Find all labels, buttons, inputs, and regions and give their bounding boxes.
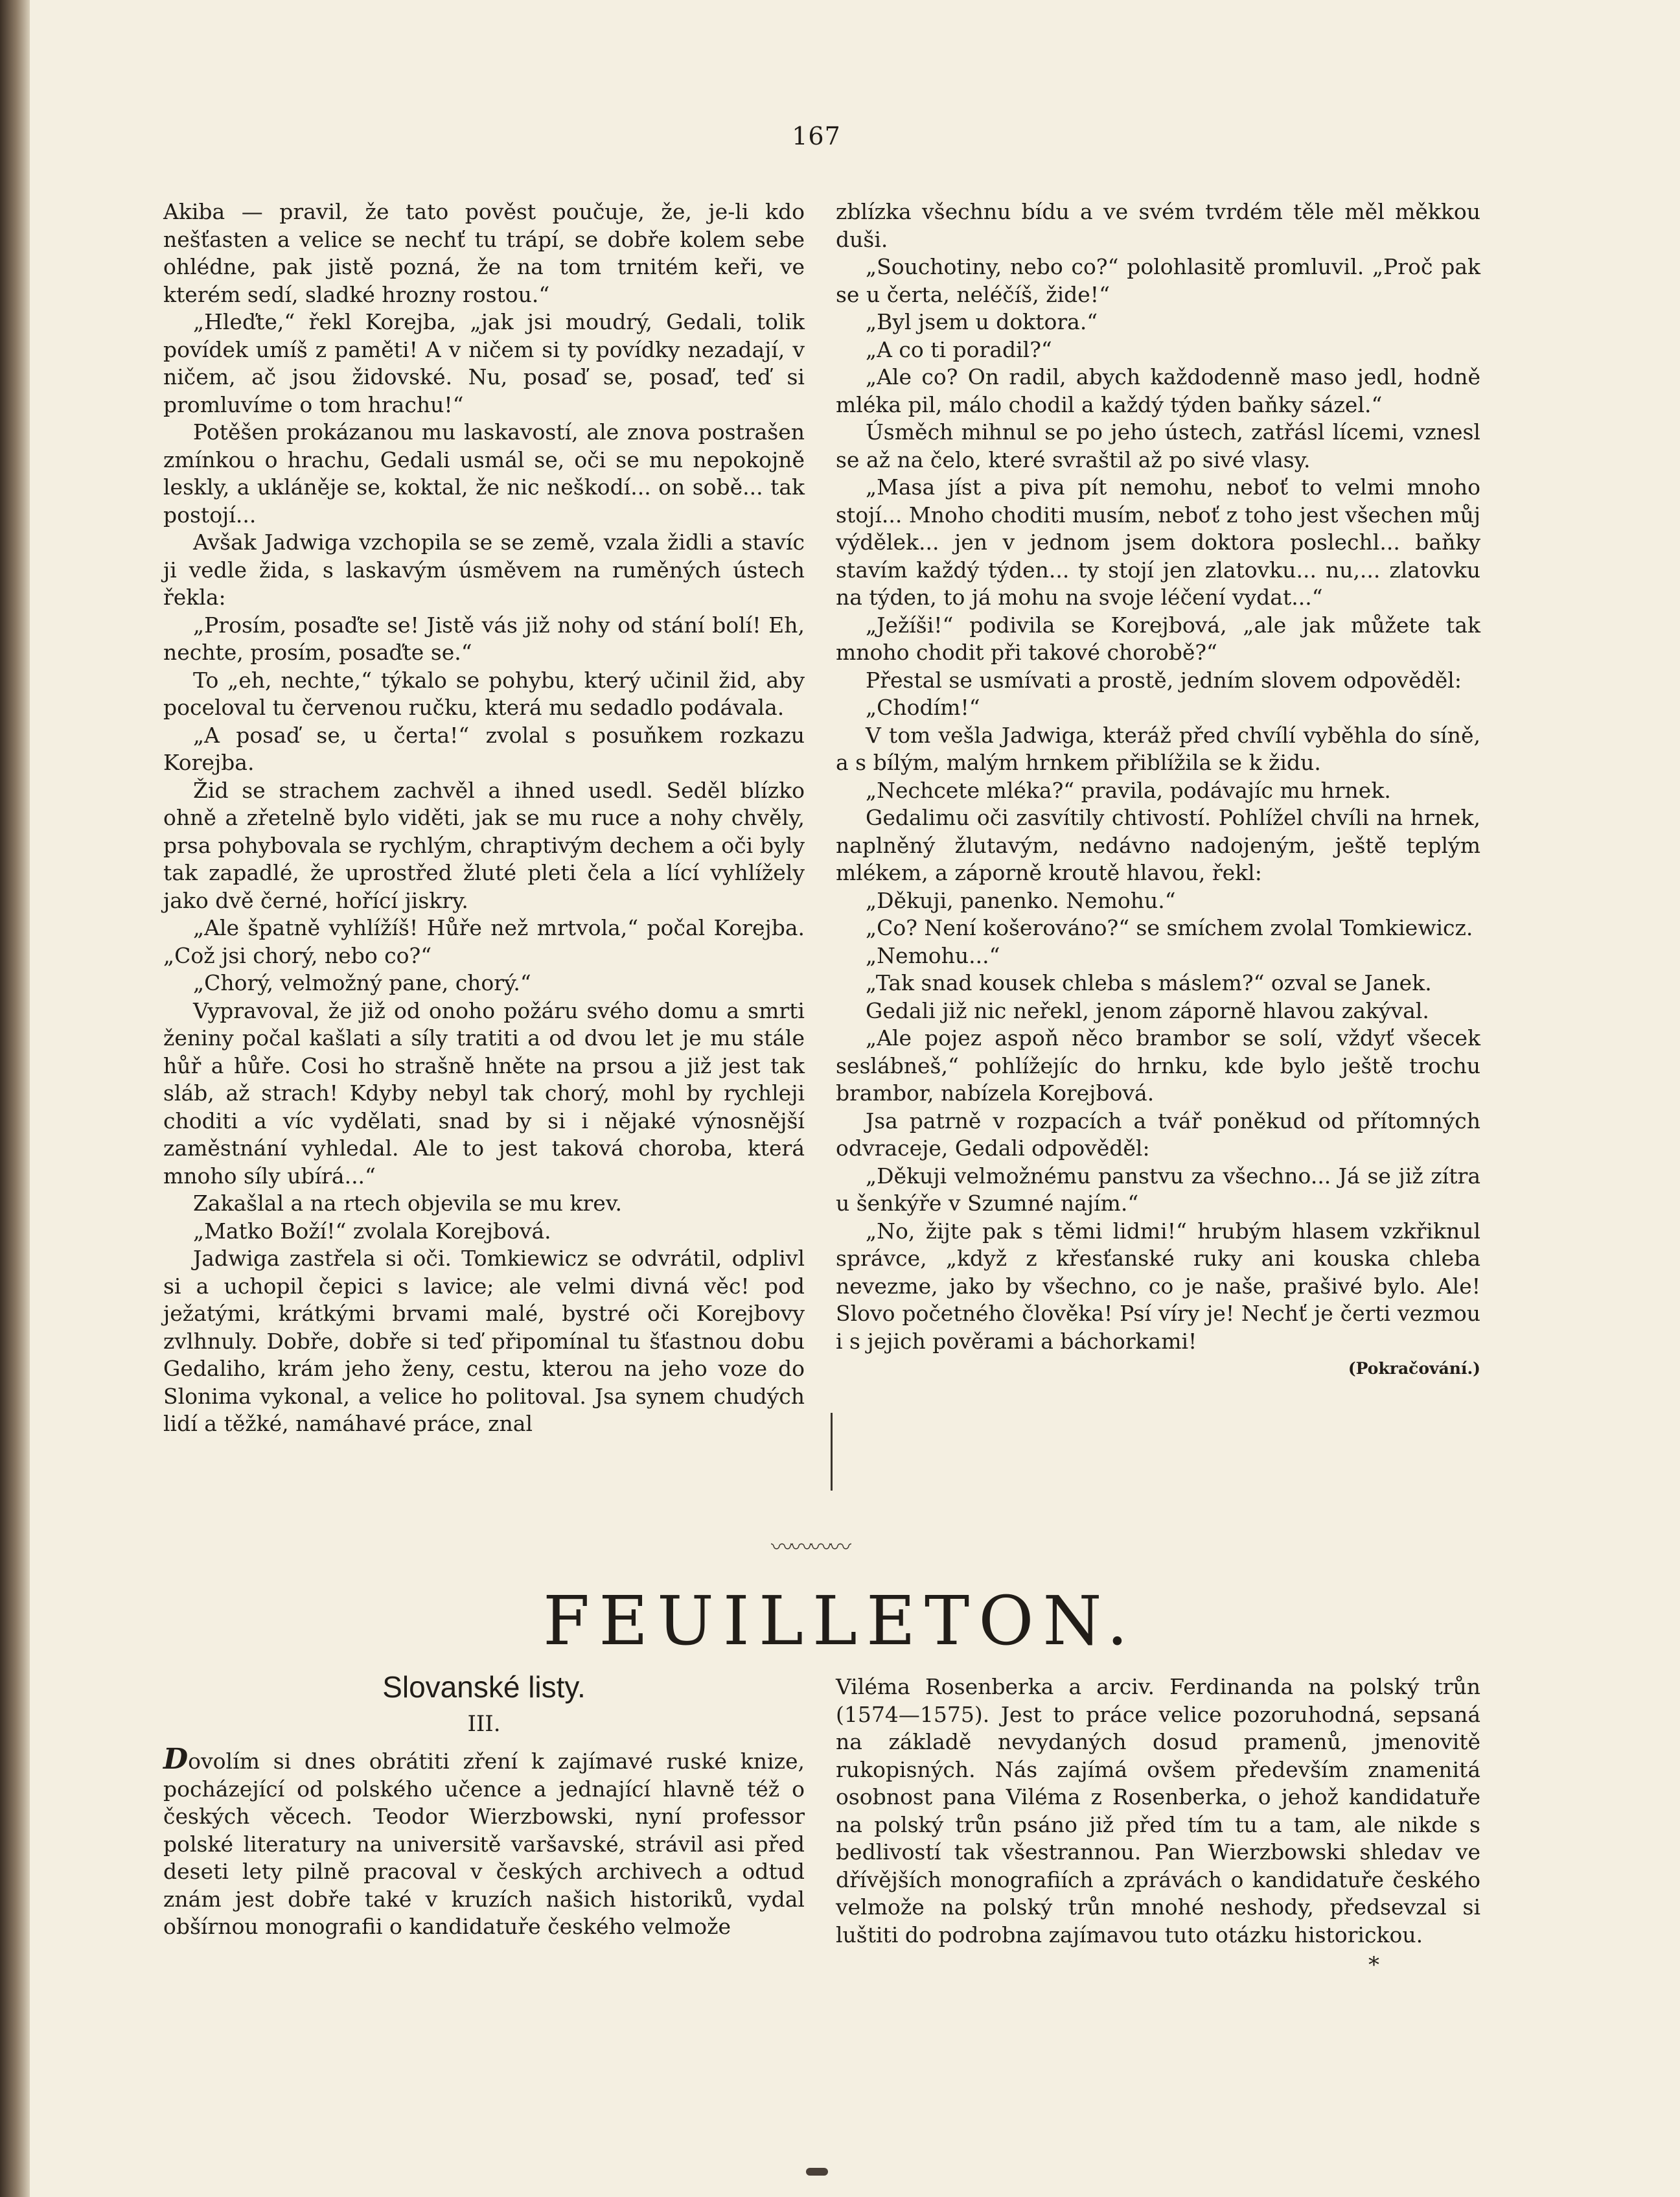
story-paragraph: Žid se strachem zachvěl a ihned usedl. Seděl blízko ohně a zřetelně bylo viděti, jak se mu ruce a nohy chvěly, prsa pohybovala se rychlým, chraptivým dechem a oči byly tak zapadlé, že uprostřed žluté pleti čela a lící vyhlížely jako dvě černé, hořící jiskry. xyxy=(163,777,805,913)
story-paragraph: Vypravoval, že již od onoho požáru svého domu a smrti ženiny počal kašlati a síly tratiti a od dvou let je mu stále hůř a hůře. Cosi ho strašně hněte na prsou a již jest tak sláb, až strach! Kdyby nebyl tak chorý, mohl by rychleji choditi a víc vydělati, snad by si i nějaké výnosnější zaměstnání vyhledal. Ale to jest taková choroba, která mnoho síly ubírá...“ xyxy=(163,997,805,1189)
story-paragraph: „Ale špatně vyhlížíš! Hůře než mrtvola,“ počal Korejba. „Což jsi chorý, nebo co?“ xyxy=(163,915,805,968)
story-paragraph: „Souchotiny, nebo co?“ polohlasitě promluvil. „Proč pak se u čerta, neléčíš, žide!“ xyxy=(836,254,1480,307)
story-paragraph: „Nemohu...“ xyxy=(866,942,1000,968)
story-paragraph: „Děkuji velmožnému panstvu za všechno... Já se již zítra u šenkýře v Szumné najím.“ xyxy=(836,1163,1480,1216)
story-paragraph: „Hleďte,“ řekl Korejba, „jak jsi moudrý, Gedali, tolik povídek umíš z paměti! A v ničem si ty povídky nezadají, v ničem, ač jsou židovské. Nu, posaď se, posaď, teď si promluvíme o tom hrachu!“ xyxy=(163,309,805,417)
article-numeral: III. xyxy=(467,1711,501,1737)
feuilleton-right-column xyxy=(836,1673,1480,1949)
story-paragraph: Gedali již nic neřekl, jenom záporně hlavou zakýval. xyxy=(866,997,1429,1023)
column-rule xyxy=(831,1413,833,1491)
story-right-column xyxy=(836,198,1480,1383)
story-paragraph: V tom vešla Jadwiga, kteráž před chvílí vyběhla do síně, a s bílým, malým hrnkem přiblížila se k židu. xyxy=(836,722,1480,775)
story-paragraph: „Co? Není košerováno?“ se smíchem zvolal Tomkiewicz. xyxy=(866,915,1473,940)
story-paragraph: „Masa jíst a piva pít nemohu, neboť to velmi mnoho stojí... Mnoho choditi musím, neboť z toho jest všechen můj výdělek... jen v jednom jsem doktora poslechl... baňky stavím každý týden... ty stojí jen zlatovku... nu,... zlatovku na týden, to já mohu na svoje léčení vydat...“ xyxy=(836,474,1480,610)
story-paragraph: „Byl jsem u doktora.“ xyxy=(866,309,1098,334)
story-paragraph: Přestal se usmívati a prostě, jedním slovem odpověděl: xyxy=(866,667,1462,693)
continuation-note: (Pokračování.) xyxy=(1348,1359,1480,1378)
story-paragraph: To „eh, nechte,“ týkalo se pohybu, který učinil žid, aby poceloval tu červenou ručku, která mu sedadlo podávala. xyxy=(163,667,805,720)
story-paragraph: „Tak snad kousek chleba s máslem?“ ozval se Janek. xyxy=(866,970,1432,995)
story-paragraph: Jsa patrně v rozpacích a tvář poněkud od přítomných odvraceje, Gedali odpověděl: xyxy=(836,1108,1480,1161)
story-paragraph: zblízka všechnu bídu a ve svém tvrdém těle měl měkkou duši. xyxy=(836,199,1480,252)
feuilleton-paragraph-text: ovolím si dnes obrátiti zření k zajímavé ruské knize, pocházející od polského učence a jednající hlavně též o českých věcech. Teodor Wierzbowski, nyní professor polské literatury na universitě varšavské, strávil asi před deseti lety pilně pracoval v českých archivech a odtud znám jest dobře také v kruzích našich historiků, vydal obšírnou monografii o kandidatuře českého velmože xyxy=(163,1749,805,1939)
story-paragraph: „Matko Boží!“ zvolala Korejbová. xyxy=(193,1218,551,1244)
bottom-mark xyxy=(806,2168,828,2176)
story-paragraph: „Ale pojez aspoň něco brambor se solí, vždyť všecek seslábneš,“ pohlížejíc do hrnku, kde bylo ještě trochu brambor, nabízela Korejbová. xyxy=(836,1025,1480,1106)
story-paragraph: Jadwiga zastřela si oči. Tomkiewicz se odvrátil, odplivl si a uchopil čepici s lavice; ale velmi divná věc! pod ježatými, krátkými brvami malé, bystré oči Korejbovy zvlhnuly. Dobře, dobře si teď připomínal tu šťastnou dobu Gedaliho, krám jeho ženy, cestu, kterou na jeho voze do Slonima vykonal, a velice ho politoval. Jsa synem chudých lidí a těžké, namáhavé práce, znal xyxy=(163,1246,805,1436)
story-paragraph: „Děkuji, panenko. Nemohu.“ xyxy=(866,887,1176,913)
feuilleton-left-column xyxy=(163,1743,805,1941)
story-paragraph: Potěšen prokázanou mu laskavostí, ale znova postrašen zmínkou o hrachu, Gedali usmál se, oči se mu nepokojně leskly, a ukláněje se, koktal, že nic neškodí... on sobě... tak postojí... xyxy=(163,419,805,528)
story-paragraph: „Prosím, posaďte se! Jistě vás již nohy od stání bolí! Eh, nechte, prosím, posaďte se.“ xyxy=(163,612,805,665)
story-paragraph: „A co ti poradil?“ xyxy=(866,336,1052,362)
story-left-column xyxy=(163,198,805,1438)
feuilleton-paragraph xyxy=(163,1743,805,1941)
section-ornament: 〰〰〰〰 xyxy=(771,1535,849,1561)
drop-cap: D xyxy=(163,1743,189,1776)
story-paragraph: Úsměch mihnul se po jeho ústech, zatřásl lícemi, vznesl se až na čelo, které svraštil až po sivé vlasy. xyxy=(836,419,1480,472)
story-paragraph: „A posaď se, u čerta!“ zvolal s posuňkem rozkazu Korejba. xyxy=(163,722,805,775)
story-paragraph: „Chodím!“ xyxy=(866,695,980,720)
feuilleton-paragraph: Viléma Rosenberka a arciv. Ferdinanda na polský trůn (1574—1575). Jest to práce velice pozoruhodná, sepsaná na základě nevydaných dosud pramenů, jmenovitě rukopisných. Nás zajímá ovšem především znamenitá osobnost pana Viléma z Rosenberka, o jehož kandidatuře na polský trůn psáno již před tím tu a tam, ale nikde s bedlivostí tak všestrannou. Pan Wierzbowski shledav ve dřívějších monografiích a zprávách o kandidatuře českého velmože na polský trůn mnohé neshody, předsevzal si luštiti do podrobna zajímavou tuto otázku historickou. xyxy=(836,1674,1480,1947)
book-spine-shadow xyxy=(0,0,30,2197)
story-paragraph: „Ale co? On radil, abych každodenně maso jedl, hodně mléka pil, málo chodil a každý týden baňky sázel.“ xyxy=(836,364,1480,417)
story-paragraph: „No, žijte pak s těmi lidmi!“ hrubým hlasem vzkřiknul správce, „když z křesťanské ruky ani kouska chleba nevezme, jako by všechno, co je naše, prašivé bylo. Ale! Slovo početného člověka! Psí víry je! Nechť je čerti vezmou i s jejich pověrami a báchorkami! xyxy=(836,1218,1480,1354)
story-paragraph: Gedalimu oči zasvítily chtivostí. Pohlížel chvíli na hrnek, naplněný žlutavým, nedávno nadojeným, ještě teplým mlékem, a záporně kroutě hlavou, řekl: xyxy=(836,805,1480,885)
article-title: Slovanské listy. xyxy=(382,1670,586,1704)
end-mark: * xyxy=(1368,1952,1379,1978)
story-paragraph: Akiba — pravil, že tato pověst poučuje, že, je-li kdo nešťasten a velice se nechť tu trápí, se dobře kolem sebe ohlédne, pak jistě pozná, že na tom trnitém keři, ve kterém sedí, sladké hrozny rostou.“ xyxy=(163,199,805,307)
page-number: 167 xyxy=(792,122,841,150)
story-paragraph: Avšak Jadwiga vzchopila se se země, vzala židli a stavíc ji vedle žida, s laskavým úsměvem na ruměných ústech řekla: xyxy=(163,529,805,610)
story-paragraph: „Ježíši!“ podivila se Korejbová, „ale jak můžete tak mnoho chodit při takové chorobě?“ xyxy=(836,612,1480,665)
story-paragraph: „Chorý, velmožný pane, chorý.“ xyxy=(193,970,531,995)
feuilleton-title: FEUILLETON. xyxy=(543,1581,1137,1660)
story-paragraph: „Nechcete mléka?“ pravila, podávajíc mu hrnek. xyxy=(866,777,1391,803)
story-paragraph: Zakašlal a na rtech objevila se mu krev. xyxy=(193,1191,623,1216)
